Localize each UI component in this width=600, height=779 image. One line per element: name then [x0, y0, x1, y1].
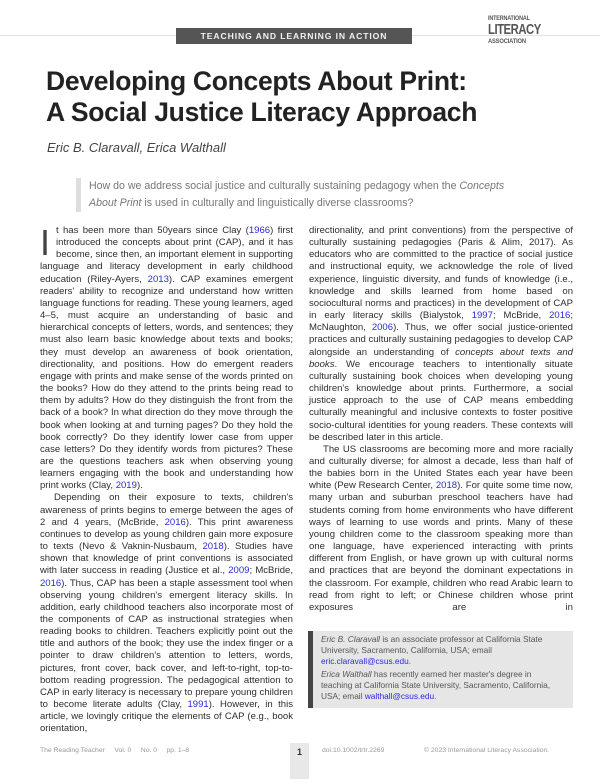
abstract-pullquote: [76, 178, 509, 212]
text-run: ). For quite some time now, many urban and suburban preschool teachers have had students coming from home environments who have different ways of learning to use words and prints. Many of these young children come to the classroom speaking more than one language, have experienced interacting with prints different from English, or have grown up with cultural norms and practices that are beyond the dominant expectations in the classroom. For example, children who read Arabic learn to read from right to left; or Chinese children whose print exposures are in: [309, 480, 573, 613]
text-run: ) first introduced the concepts about print (CAP), and it has become, since then, an important element in supporting language and literacy development in early childhood education (Riley-Ayers,: [40, 225, 293, 285]
article-title: [46, 66, 477, 128]
text-run: .: [434, 691, 437, 701]
text-run: is used in culturally and linguistically diverse classrooms?: [141, 197, 414, 209]
text-run: . We encourage teachers to intentionally situate culturally sustaining book choices when developing young children's knowledge about prints. Furthermore, a social justice approach to the use of CAP means embedding culturally meaningful and inclusive contexts to foster positive socio-cultural identities for young readers. These contexts will be described later in this article.: [309, 358, 573, 443]
title-line-1: Developing Concepts About Print:: [46, 66, 467, 96]
citation-link[interactable]: 2019: [115, 480, 137, 492]
text-run: ). Thus, we offer social justice-oriented practices and culturally sustaining pedagogies to develop CAP alongside an understanding of: [309, 322, 573, 358]
logo-line-2: LITERACY: [488, 22, 541, 39]
text-run: How do we address social justice and culturally sustaining pedagogy when the: [89, 180, 460, 192]
footer-copyright: © 2023 International Literacy Association.: [424, 747, 550, 754]
citation-link[interactable]: 2009: [228, 565, 250, 577]
text-run: ). This print awareness continues to develop as young children gain more exposure to texts (Nevo & Vaknin-Nusbaum,: [40, 516, 293, 553]
text-run: ; McBride,: [249, 565, 293, 577]
ila-logo: [488, 16, 544, 46]
text-run: is an associate professor at California State University, Sacramento, California, USA; email: [321, 634, 543, 655]
footer-pages: pp. 1–8: [166, 747, 190, 754]
italic-text: Erica Walthall: [321, 669, 372, 679]
section-banner: TEACHING AND LEARNING IN ACTION: [176, 28, 412, 44]
paragraph-4: [309, 444, 573, 614]
author-bio-1: [321, 634, 565, 667]
text-run: ; McNaughton,: [309, 310, 574, 334]
text-run: ). Thus, CAP has been a staple assessment tool when observing young children's emergent literacy skills. In addition, early childhood teachers also incorporate most of the components of CAP as instructional strategies when reading books to children. Teachers explicitly point out the title and authors of the book; they use the index finger or a pointer to draw children's attention to letters, words, pictures, front cover, back cover, and left-to-right, top-to-bottom reading progression. The pedagogical attention to CAP in early literacy is necessary to prepare young children to become literate adults (Clay,: [40, 577, 293, 711]
text-run: ). CAP examines emergent readers' ability to recognize and understand how written language functions for reading. These young learners, aged 4–5, must acquire an understanding of basic and hierarchical concepts of letters, words, and sentences; they must also learn basic knowledge about texts and books; they must develop an awareness of book orientation, directionality, and positions. How do emergent readers engage with prints and make sense of the words printed on the books? How do they attend to the prints being read to them by adults? How do they distinguish the front from the back of a book? In what direction do they move through the book when looking at and turning pages? Do they hold the book correctly? Do they identify lower case from upper case letters? Do they identify words from pictures? These are the questions teachers ask when observing young learners engaging with the book and understanding how print works (Clay,: [40, 273, 294, 492]
citation-link[interactable]: 1991: [187, 699, 209, 711]
text-run: ; McBride,: [492, 310, 550, 322]
footer-journal-info: [40, 747, 189, 754]
citation-link[interactable]: 1966: [248, 225, 271, 236]
footer-number: No. 0: [140, 747, 158, 754]
left-column: [40, 222, 294, 736]
title-line-2: A Social Justice Literacy Approach: [46, 97, 478, 127]
citation-link[interactable]: walthall@csus.edu: [364, 691, 435, 701]
italic-text: Eric B. Claravall: [321, 634, 381, 644]
italic-text: concepts about texts and books: [309, 346, 573, 370]
paragraph-1: [40, 222, 294, 492]
footer-doi: doi:10.1002/trtr.2269: [322, 747, 385, 754]
right-column: [309, 225, 573, 614]
text-run: t has been more than 50years since Clay (: [56, 225, 249, 236]
author-bio-2: [321, 669, 565, 702]
citation-link[interactable]: 2016: [549, 310, 571, 322]
logo-line-1: INTERNATIONAL: [488, 15, 530, 22]
citation-link[interactable]: 2016: [40, 577, 62, 589]
paragraph-3: [309, 225, 573, 444]
footer-volume: Vol. 0: [114, 747, 132, 754]
citation-link[interactable]: 2016: [164, 516, 186, 528]
text-run: has recently earned her master's degree in teaching at California State University, Sacramento, California, USA; email: [321, 669, 551, 701]
text-run: ). Studies have shown that knowledge of print conventions is associated with later success in reading (Justice et al.,: [40, 541, 293, 577]
logo-line-3: ASSOCIATION: [488, 37, 526, 45]
citation-link[interactable]: 2006: [371, 322, 394, 334]
citation-link[interactable]: 2018: [202, 541, 224, 553]
author-bio-box: [308, 631, 573, 708]
citation-link[interactable]: 1997: [471, 310, 493, 322]
text-run: directionality, and print conventions) from the perspective of culturally sustaining pedagogies (Paris & Alim, 2017). As educators who are committed to the practice of social justice and instructional equity, we acknowledge the role of lived experience, linguistic diversity, and funds of knowledge (i.e., knowledge and skills learned from home based on sociocultural norms and practices) in the development of CAP in early literacy skills (Bialystok,: [309, 225, 573, 322]
paragraph-1-text: [40, 222, 294, 492]
page-number: 1: [290, 743, 309, 779]
article-authors: Eric B. Claravall, Erica Walthall: [47, 140, 226, 155]
citation-link[interactable]: eric.claravall@csus.edu: [321, 656, 409, 666]
drop-cap: I: [40, 222, 51, 263]
citation-link[interactable]: 2018: [435, 480, 458, 492]
italic-text: Concepts About Print: [89, 180, 505, 209]
citation-link[interactable]: 2013: [147, 273, 169, 285]
text-run: ). However, in this article, we lovingly critique the elements of CAP (e.g., book orientation,: [40, 699, 293, 735]
text-run: ).: [136, 480, 143, 492]
text-run: The US classrooms are becoming more and more racially and culturally diverse; for almost a decade, less than half of the babies born in the United States each year have been white (Pew Research Center,: [309, 443, 573, 492]
text-run: .: [408, 656, 412, 666]
footer-journal: The Reading Teacher: [40, 747, 105, 754]
text-run: Depending on their exposure to texts, children's awareness of prints begins to emerge between the ages of 2 and 4 years, (McBride,: [40, 492, 293, 528]
paragraph-2: [40, 492, 293, 735]
